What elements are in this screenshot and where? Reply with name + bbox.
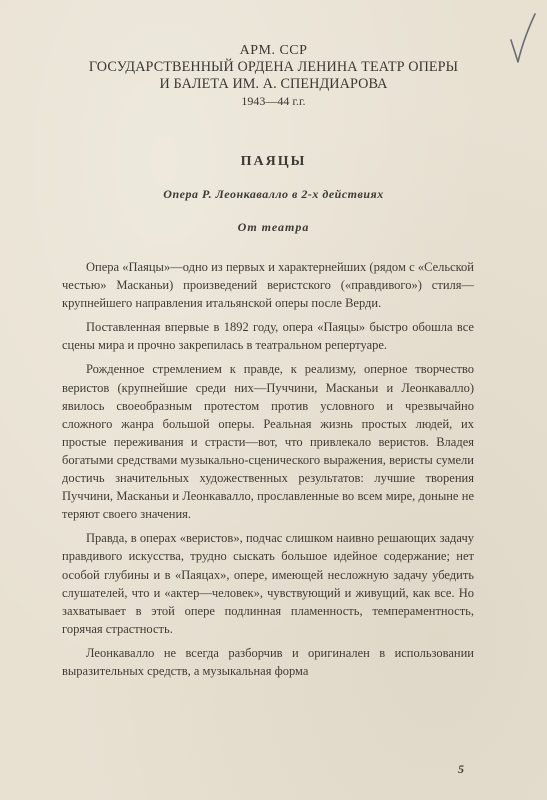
- header-republic: АРМ. ССР: [239, 43, 308, 58]
- header-theatre-name: ГОСУДАРСТВЕННЫЙ ОРДЕНА ЛЕНИНА ТЕАТР ОПЕРЫ: [88, 59, 459, 75]
- opera-title: ПАЯЦЫ: [240, 154, 307, 169]
- paragraph: Правда, в операх «веристов», подчас слишком наивно решающих задачу правдивого искусства, трудно сыскать большое идейное содержание; нет особой глубины и в «Паяцах», опере, имеющей несложную задачу убедить слушателей, что и «актер—человек», чувствующий и живущий, как все. Но захватывает в этой опере подлинная пламенность, темпераментность, горячая страстность.: [62, 531, 474, 636]
- paragraph: Опера «Паяцы»—одно из первых и характернейших (рядом с «Сельской честью» Масканьи) произведений веристского («правдивого») стиля—крупнейшего направления итальянской оперы после Верди.: [62, 260, 474, 311]
- article-body: [62, 258, 474, 686]
- theatre-header: [40, 42, 507, 109]
- section-heading: От театра: [237, 220, 310, 234]
- page-number: 5: [458, 762, 464, 776]
- header-season: 1943—44 г.г.: [241, 94, 306, 108]
- paragraph: Леонкавалло не всегда разборчив и оригинален в использовании выразительных средств, а музыкальная форма: [62, 645, 474, 678]
- handwritten-checkmark-icon: [509, 10, 539, 70]
- paragraph: Рожденное стремлением к правде, к реализму, оперное творчество веристов (крупнейшие среди них—Пуччини, Масканьи и Леонкавалло) явилось своеобразным протестом против условного и чрезвычайно сложного жанра большой оперы. Реальная жизнь простых людей, их простые переживания и страсти—вот, что привлекало веристов. Владея богатыми средствами музыкально-сценического выражения, веристы сумели достичь значительных художественных результатов: лучшие творения Пуччини, Масканьи и Леонкавалло, прославленные во всем мире, доныне не теряют своего значения.: [62, 362, 474, 522]
- opera-subtitle: Опера Р. Леонкавалло в 2-х действиях: [163, 187, 384, 201]
- paragraph: Поставленная впервые в 1892 году, опера «Паяцы» быстро обошла все сцены мира и прочно закрепилась в театральном репертуаре.: [62, 320, 474, 353]
- header-theatre-name-cont: И БАЛЕТА ИМ. А. СПЕНДИАРОВА: [159, 76, 388, 92]
